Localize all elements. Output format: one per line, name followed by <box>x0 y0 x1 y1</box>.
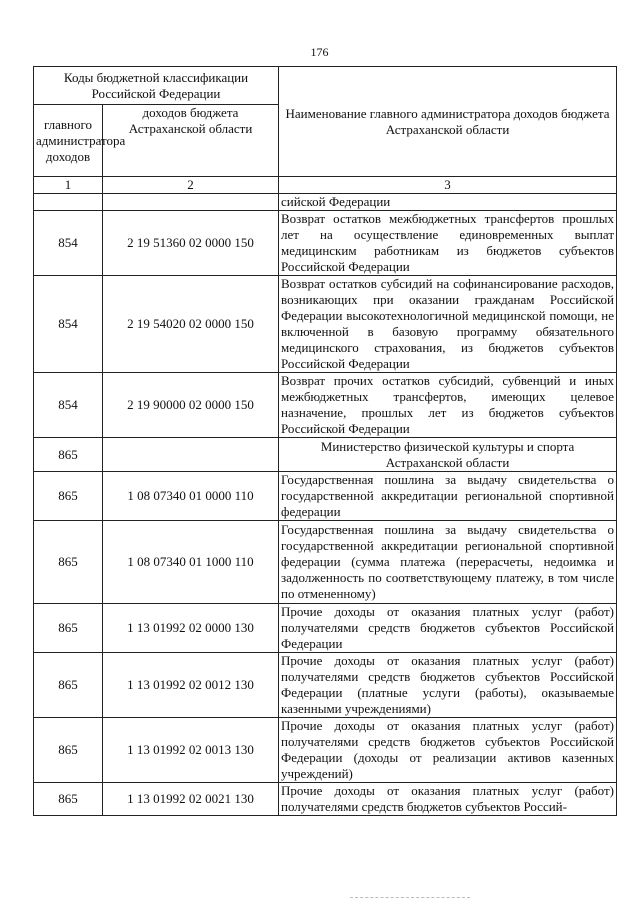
income-code-cell: 1 08 07340 01 0000 110 <box>103 472 279 521</box>
income-code-cell: 1 13 01992 02 0021 130 <box>103 783 279 816</box>
admin-code-cell: 865 <box>34 472 103 521</box>
header-budget-income: доходов бюджета Астраханской области <box>103 105 279 177</box>
description-cell: Прочие доходы от оказания платных услуг (работ) получателями средств бюджетов субъектов Российской Федерации (доходы от реализации активов казенных учреждений) <box>279 718 617 783</box>
income-code-cell: 1 08 07340 01 1000 110 <box>103 521 279 604</box>
table-row <box>34 521 617 604</box>
admin-code-cell: 865 <box>34 653 103 718</box>
admin-code-cell: 854 <box>34 276 103 373</box>
description-cell: Государственная пошлина за выдачу свидетельства о государственной аккредитации региональной спортивной федерации <box>279 472 617 521</box>
admin-code-cell: 854 <box>34 373 103 438</box>
income-code-cell: 1 13 01992 02 0013 130 <box>103 718 279 783</box>
description-cell: Государственная пошлина за выдачу свидетельства о государственной аккредитации региональной спортивной федерации (сумма платежа (перерасчеты, недоимка и задолженность по соответствующему платежу, в том числе по отмененному) <box>279 521 617 604</box>
admin-code-cell: 865 <box>34 783 103 816</box>
continuation-row <box>34 194 617 211</box>
admin-code-cell: 865 <box>34 438 103 472</box>
income-code-cell: 1 13 01992 02 0000 130 <box>103 604 279 653</box>
income-code-cell: 2 19 51360 02 0000 150 <box>103 211 279 276</box>
description-cell: сийской Федерации <box>279 194 617 211</box>
header-administrator-name: Наименование главного администратора доходов бюджета Астраханской области <box>279 67 617 177</box>
description-cell: Прочие доходы от оказания платных услуг (работ) получателями средств бюджетов субъектов Российской Федерации (платные услуги (работы), оказываемые казенными учреждениями) <box>279 653 617 718</box>
income-code-cell <box>103 194 279 211</box>
income-code-cell <box>103 438 279 472</box>
column-number: 2 <box>103 177 279 194</box>
header-classification-codes: Коды бюджетной классификации Российской Федерации <box>34 67 279 105</box>
admin-code-cell <box>34 194 103 211</box>
header-row-group <box>34 67 617 105</box>
table-row <box>34 472 617 521</box>
table-row <box>34 276 617 373</box>
table-row <box>34 373 617 438</box>
column-number: 1 <box>34 177 103 194</box>
table-row-ministry <box>34 438 617 472</box>
table-row <box>34 653 617 718</box>
ministry-name-cell: Министерство физической культуры и спорта Астраханской области <box>279 438 617 472</box>
admin-code-cell: 865 <box>34 521 103 604</box>
table-row <box>34 783 617 816</box>
description-cell: Возврат остатков субсидий на софинансирование расходов, возникающих при оказании гражданам Российской Федерации высокотехнологичной медицинской помощи, не включенной в базовую программу обязательного медицинского страхования, из бюджетов субъектов Российской Федерации <box>279 276 617 373</box>
income-code-cell: 2 19 90000 02 0000 150 <box>103 373 279 438</box>
admin-code-cell: 854 <box>34 211 103 276</box>
admin-code-cell: 865 <box>34 718 103 783</box>
table-row <box>34 604 617 653</box>
description-cell: Прочие доходы от оказания платных услуг (работ) получателями средств бюджетов субъектов Россий- <box>279 783 617 816</box>
table-row <box>34 211 617 276</box>
admin-code-cell: 865 <box>34 604 103 653</box>
scan-artifact-line <box>350 897 470 899</box>
header-main-administrator: главного администратора доходов <box>34 105 103 177</box>
column-number: 3 <box>279 177 617 194</box>
description-cell: Возврат прочих остатков субсидий, субвенций и иных межбюджетных трансфертов, имеющих целевое назначение, прошлых лет из бюджетов субъектов Российской Федерации <box>279 373 617 438</box>
income-code-cell: 1 13 01992 02 0012 130 <box>103 653 279 718</box>
budget-classification-table <box>33 66 617 816</box>
description-cell: Возврат остатков межбюджетных трансфертов прошлых лет на осуществление единовременных выплат медицинским работникам из бюджетов субъектов Российской Федерации <box>279 211 617 276</box>
table-row <box>34 718 617 783</box>
page-number: 176 <box>310 45 329 59</box>
column-number-row <box>34 177 617 194</box>
description-cell: Прочие доходы от оказания платных услуг (работ) получателями средств бюджетов субъектов Российской Федерации <box>279 604 617 653</box>
income-code-cell: 2 19 54020 02 0000 150 <box>103 276 279 373</box>
